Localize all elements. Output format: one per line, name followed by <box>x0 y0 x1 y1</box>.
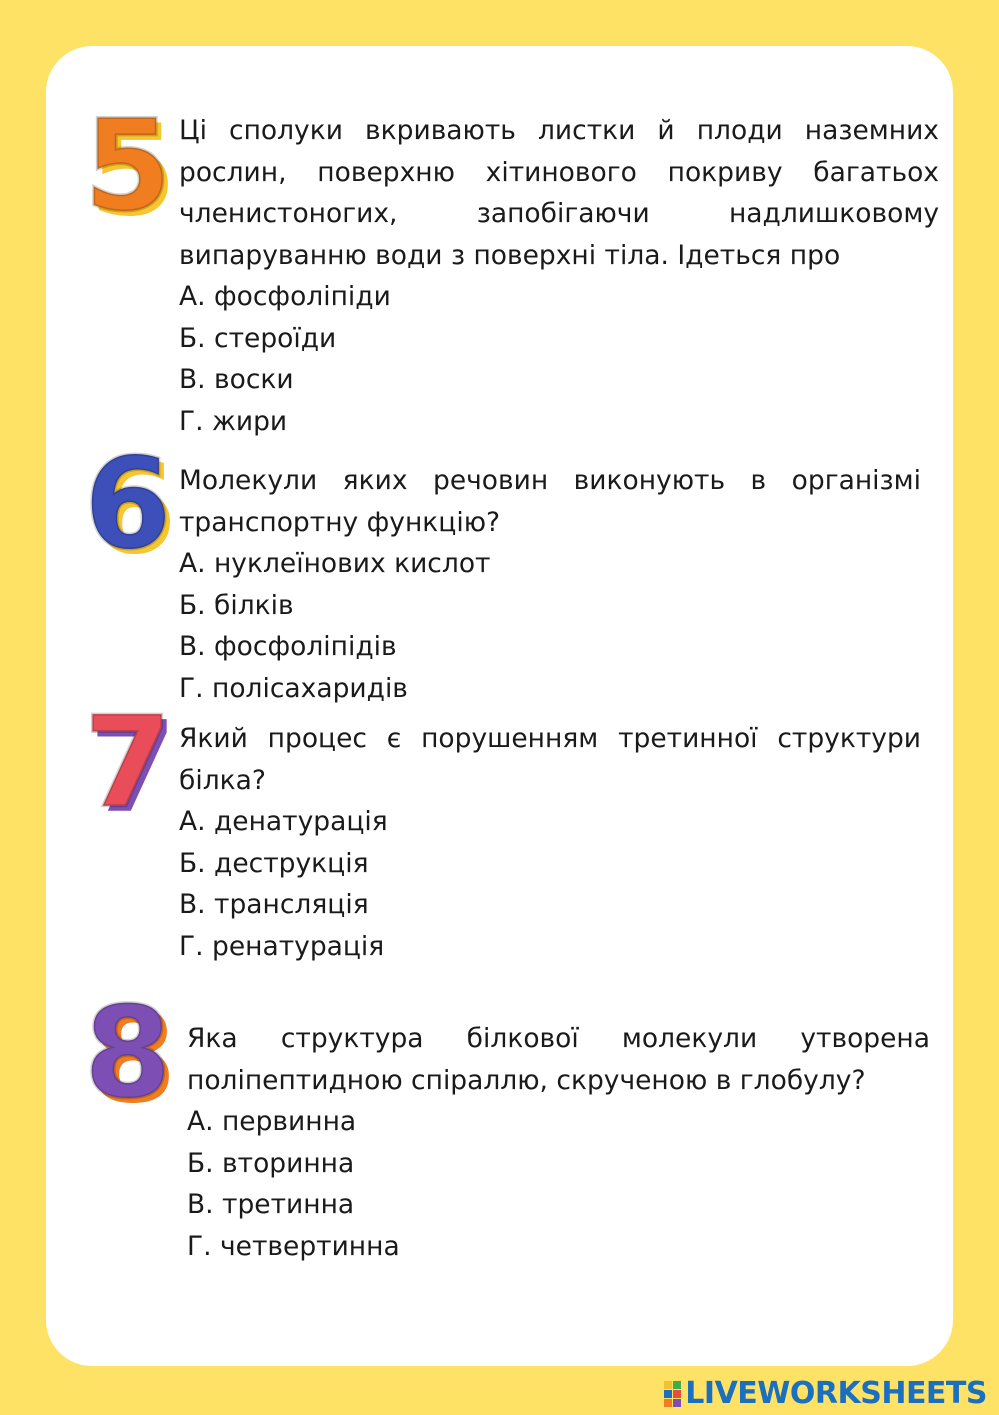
question-number-6: 6 <box>84 430 172 577</box>
option-a[interactable]: А. фосфоліпіди <box>179 281 391 312</box>
question-number-5: 5 <box>84 92 172 239</box>
option-a[interactable]: А. нуклеїнових кислот <box>179 548 491 579</box>
liveworksheets-brand[interactable] <box>664 1376 987 1411</box>
logo-square <box>664 1381 672 1389</box>
option-a[interactable]: А. первинна <box>187 1106 357 1137</box>
question-6 <box>179 460 921 709</box>
option-a[interactable]: А. денатурація <box>179 806 388 837</box>
question-text: Ці сполуки вкривають листки й плоди наземних рослин, поверхню хітинового покриву багатьох членистоногих, запобігаючи надлишковому випаруванню води з поверхні тіла. Ідеться про <box>179 115 939 271</box>
option-c[interactable]: В. трансляція <box>179 889 369 920</box>
option-b[interactable]: Б. стероїди <box>179 322 337 354</box>
question-7 <box>179 718 921 967</box>
logo-square <box>673 1381 681 1389</box>
question-text: Яка структура білкової молекули утворена поліпептидною спіраллю, скрученою в глобулу? <box>187 1023 930 1096</box>
option-d[interactable]: Г. четвертинна <box>187 1230 400 1262</box>
option-b[interactable]: Б. вторинна <box>187 1147 355 1179</box>
brand-name: LIVEWORKSHEETS <box>685 1376 987 1411</box>
logo-square <box>664 1390 672 1398</box>
option-d[interactable]: Г. полісахаридів <box>179 672 408 704</box>
logo-square <box>664 1399 672 1407</box>
question-text: Який процес є порушенням третинної структури білка? <box>179 723 921 796</box>
option-c[interactable]: В. воски <box>179 364 294 395</box>
option-c[interactable]: В. фосфоліпідів <box>179 631 397 662</box>
option-b[interactable]: Б. деструкція <box>179 847 369 879</box>
liveworksheets-logo-icon <box>664 1381 681 1407</box>
logo-square <box>673 1390 681 1398</box>
question-number-8: 8 <box>84 979 172 1126</box>
option-c[interactable]: В. третинна <box>187 1189 355 1220</box>
question-number-7: 7 <box>84 689 172 836</box>
question-text: Молекули яких речовин виконують в організмі транспортну функцію? <box>179 465 921 538</box>
question-5 <box>179 110 939 442</box>
question-8 <box>187 1018 930 1267</box>
option-b[interactable]: Б. білків <box>179 589 294 621</box>
option-d[interactable]: Г. ренатурація <box>179 930 385 962</box>
option-d[interactable]: Г. жири <box>179 405 288 437</box>
logo-square <box>673 1399 681 1407</box>
